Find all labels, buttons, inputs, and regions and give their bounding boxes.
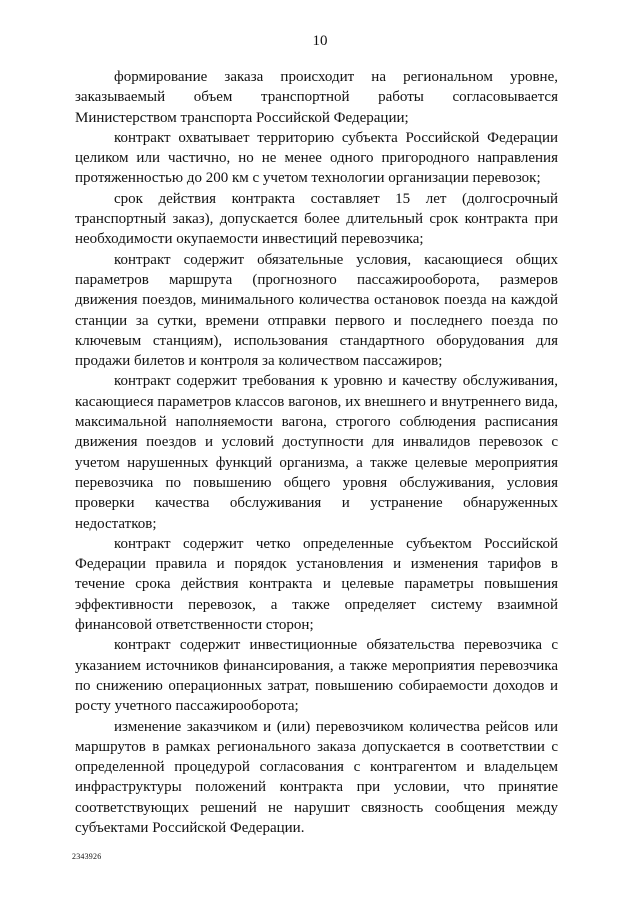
paragraph-order-formation: формирование заказа происходит на региональном уровне, заказываемый объем транспортной работы согласовывается Министерством транспорта Российской Федерации; [75, 69, 558, 126]
paragraph-route-changes: изменение заказчиком и (или) перевозчиком количества рейсов или маршрутов в рамках регионального заказа допускается в соответствии с определенной процедурой согласования с контрагентом и владельцем инфраструктуры положений контракта при условии, что принятие соответствующих решений не нарушит связность сообщения между субъектами Российской Федерации. [75, 718, 558, 836]
document-id: 2343926 [72, 852, 102, 861]
paragraph-investment-obligations: контракт содержит инвестиционные обязательства перевозчика с указанием источников финансирования, а также мероприятия перевозчика по снижению операционных затрат, повышению собираемости доходов и росту учетного пассажирооборота; [75, 637, 558, 715]
paragraph-tariff-rules: контракт содержит четко определенные субъектом Российской Федерации правила и порядок установления и изменения тарифов в течение срока действия контракта и целевые параметры повышения эффективности перевозок, а также определяет систему взаимной финансовой ответственности сторон; [75, 535, 558, 634]
paragraph-contract-term: срок действия контракта составляет 15 лет (долгосрочный транспортный заказ), допускается более длительный срок контракта при необходимости окупаемости инвестиций перевозчика; [75, 190, 558, 248]
document-body [75, 67, 558, 838]
paragraph-service-quality: контракт содержит требования к уровню и качеству обслуживания, касающиеся параметров классов вагонов, их внешнего и внутреннего вида, максимальной наполняемости вагона, строгого соблюдения расписания движения поездов и условий доступности для инвалидов перевозок с учетом нарушенных функций организма, а также целевые мероприятия перевозчика по повышению общего уровня обслуживания, условия проверки качества обслуживания и устранение обнаруженных недостатков; [75, 373, 558, 532]
paragraph-route-parameters: контракт содержит обязательные условия, касающиеся общих параметров маршрута (прогнозного пассажирооборота, размеров движения поездов, минимального количества остановок поезда на каждой станции за сутки, времени отправки первого и последнего поезда по ключевым станциям), использования стандартного оборудования для продажи билетов и контроля за количеством пассажиров; [75, 251, 558, 370]
page-number: 10 [312, 33, 328, 49]
paragraph-territory-coverage: контракт охватывает территорию субъекта Российской Федерации целиком или частично, но не менее одного пригородного направления протяженностью до 200 км с учетом технологии организации перевозок; [75, 129, 558, 187]
